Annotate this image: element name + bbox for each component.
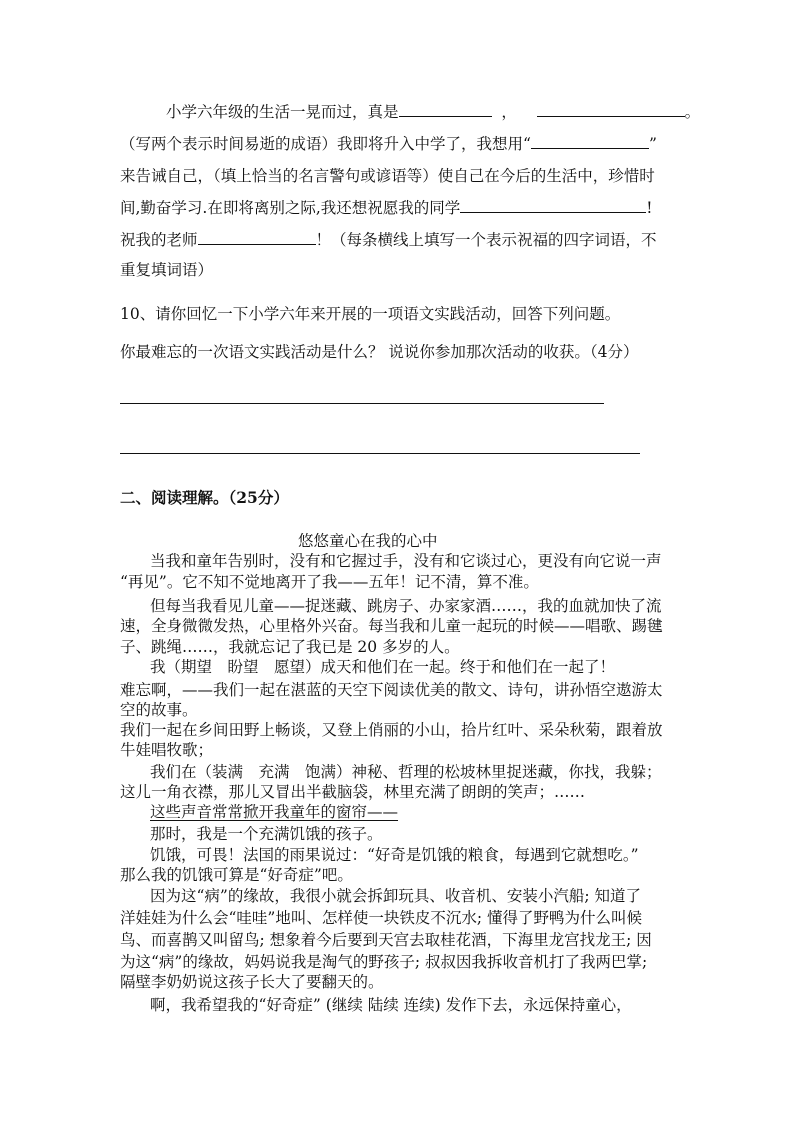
reading-line: “再见”。它不知不觉地离开了我——五年！记不清，算不准。 <box>120 573 539 591</box>
motto-blank[interactable] <box>531 134 649 149</box>
passage-text: ， <box>501 103 517 121</box>
question-10-title: 10、请你回忆一下小学六年来开展的一项语文实践活动，回答下列问题。 <box>120 305 621 323</box>
passage-text: 间,勤奋学习.在即将离别之际,我还想祝愿我的同学 <box>120 199 461 217</box>
passage-line-3: 来告诫自己，（填上恰当的名言警句或谚语等）使自己在今后的生活中，珍惜时 <box>120 167 655 185</box>
passage-line-2 <box>120 134 657 154</box>
reading-title: 悠悠童心在我的心中 <box>298 532 438 550</box>
reading-line: 我（期望 盼望 愿望）成天和他们在一起。终于和他们在一起了！ <box>150 658 616 676</box>
passage-text: 。 <box>684 103 701 121</box>
reading-line: 洋娃娃为什么会“哇哇”地叫、怎样使一块铁皮不沉水; 懂得了野鸭为什么叫候 <box>120 909 642 927</box>
reading-line: 啊，我希望我的“好奇症” (继续 陆续 连续) 发作下去，永远保持童心， <box>150 996 632 1014</box>
idiom-blank-1[interactable] <box>399 102 492 117</box>
passage-line-1 <box>166 102 700 122</box>
reading-line: 速，全身微微发热，心里格外兴奋。每当我和儿童一起玩的时候——唱歌、踢毽 <box>120 617 663 635</box>
passage-line-4 <box>120 198 653 218</box>
answer-line-2[interactable] <box>120 453 640 454</box>
reading-line: 因为这“病”的缘故，我很小就会拆卸玩具、收音机、安装小汽船; 知道了 <box>150 887 641 905</box>
answer-line-1[interactable] <box>120 403 604 404</box>
idiom-blank-2[interactable] <box>537 102 685 117</box>
section-heading: 二、阅读理解。（25分） <box>120 488 289 507</box>
reading-line: 鸟、而喜鹊又叫留鸟; 想象着今后要到天宫去取桂花酒，下海里龙宫找龙王; 因 <box>120 931 652 949</box>
reading-line: 子、跳绳……，我就忘记了我已是 20 多岁的人。 <box>120 638 460 656</box>
reading-underlined-line: 这些声音常常掀开我童年的窗帘—— <box>150 803 399 821</box>
question-10-prompt: 你最难忘的一次语文实践活动是什么？ 说说你参加那次活动的收获。（4分） <box>120 343 639 361</box>
reading-line: 这儿一角衣襟，那儿又冒出半截脑袋，林里充满了朗朗的笑声；…… <box>120 783 586 801</box>
reading-line: 当我和童年告别时，没有和它握过手，没有和它谈过心，更没有向它说一声 <box>150 552 662 570</box>
passage-text: ！（每条横线上填写一个表示祝福的四字词语，不 <box>315 231 657 249</box>
classmate-wish-blank[interactable] <box>460 198 646 213</box>
reading-line: 我们在（装满 充满 饱满）神秘、哲理的松坡林里捉迷藏，你找，我躲； <box>150 763 662 781</box>
reading-line: 但每当我看见儿童——捉迷藏、跳房子、办家家酒……，我的血就加快了流 <box>150 597 662 615</box>
passage-text: 祝我的老师 <box>120 231 198 249</box>
reading-line: 我们一起在乡间田野上畅谈，又登上俏丽的小山，拾片红叶、采朵秋菊，跟着放 <box>120 721 663 739</box>
reading-line: 难忘啊，——我们一起在湛蓝的天空下阅读优美的散文、诗句，讲孙悟空遨游太 <box>120 681 663 699</box>
passage-text: ! <box>646 199 653 217</box>
reading-line: 那时，我是一个充满饥饿的孩子。 <box>150 825 383 843</box>
passage-text: （写两个表示时间易逝的成语）我即将升入中学了，我想用“ <box>120 135 531 153</box>
passage-line-5 <box>120 230 657 250</box>
reading-line: 牛娃唱牧歌； <box>120 741 214 759</box>
teacher-wish-blank[interactable] <box>198 230 316 245</box>
reading-line: 那么我的饥饿可算是“好奇症”吧。 <box>120 866 353 884</box>
passage-text: 小学六年级的生活一晃而过，真是 <box>166 103 399 121</box>
reading-line: 隔壁李奶奶说这孩子长大了要翻天的。 <box>120 973 384 991</box>
reading-line: 饥饿，可畏！法国的雨果说过：“好奇是饥饿的粮食，每遇到它就想吃。” <box>150 846 639 864</box>
reading-line: 为这“病”的缘故，妈妈说我是淘气的野孩子; 叔叔因我拆收音机打了我两巴掌; <box>120 953 648 971</box>
passage-text: ” <box>648 135 657 153</box>
passage-line-6: 重复填词语） <box>120 261 214 279</box>
reading-line: 空的故事。 <box>120 701 198 719</box>
